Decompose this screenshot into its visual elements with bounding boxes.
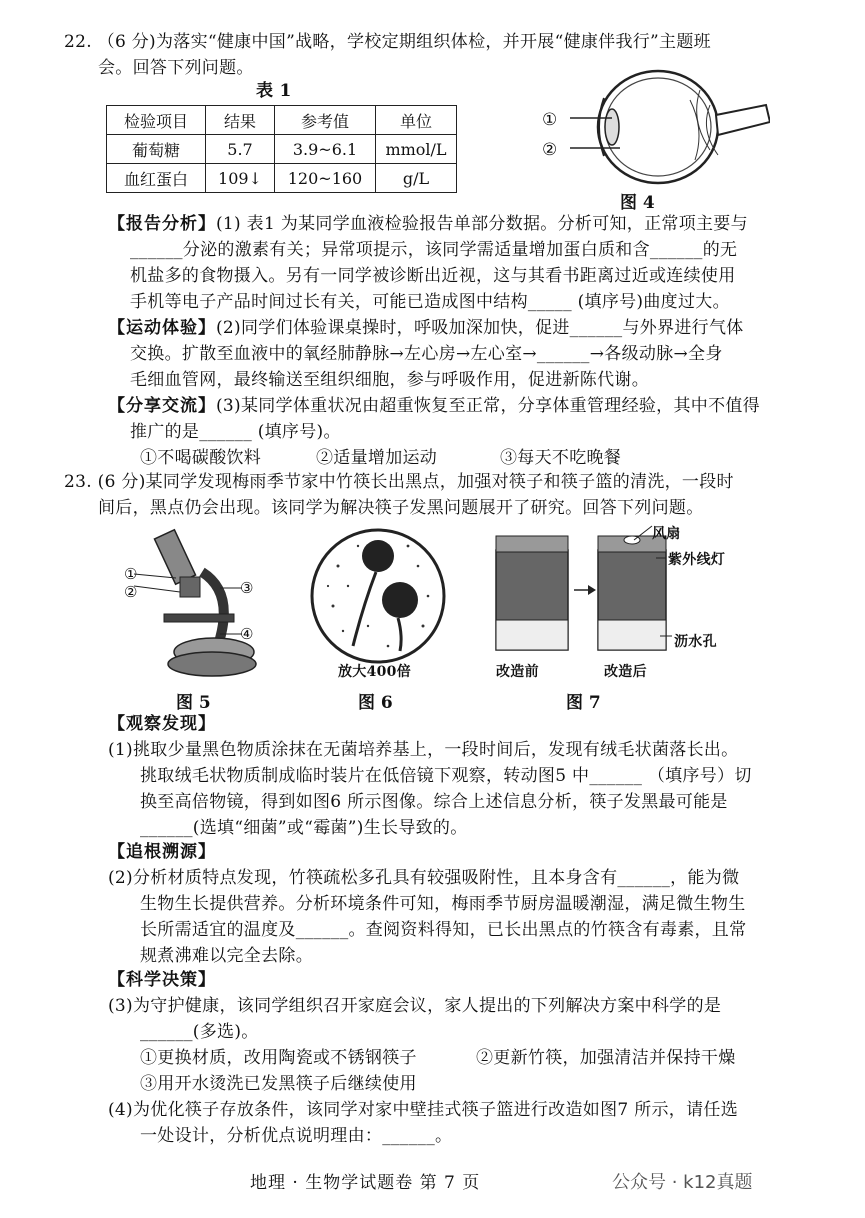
share-line-1: (3)某同学体重状况由超重恢复至正常，分享体重管理经验，其中不值得 <box>216 396 760 416</box>
q23-line-1: 23. (6 分)某同学发现梅雨季节家中竹筷长出黑点，加强对筷子和筷子篮的清洗，一段时 <box>64 472 734 492</box>
table-cell: 109↓ <box>206 164 275 193</box>
decision-line-1: (3)为守护健康，该同学组织召开家庭会议，家人提出的下列解决方案中科学的是 <box>108 996 722 1016</box>
mold-microscope-view <box>308 526 448 666</box>
table-header-cell: 检验项目 <box>107 106 206 135</box>
trace-tag: 【追根溯源】 <box>108 842 216 862</box>
page-footer: 地理 · 生物学试题卷 第 7 页 <box>250 1173 481 1193</box>
fig7-caption: 图 7 <box>566 693 601 713</box>
trace-line-4: 规煮沸难以完全去除。 <box>140 946 313 966</box>
trace-line-3: 长所需适宜的温度及______。查阅资料得知，已长出黑点的竹筷含有毒素，且常 <box>140 920 747 940</box>
optimize-line-2: 一处设计，分析优点说明理由：______。 <box>140 1126 453 1146</box>
q22-line-1: 22. （6 分)为落实“健康中国”战略，学校定期组织体检，并开展“健康伴我行”主题班 <box>64 32 711 52</box>
fig5-label-4: ④ <box>240 625 254 643</box>
observe-line-1: (1)挑取少量黑色物质涂抹在无菌培养基上，一段时间后，发现有绒毛状菌落长出。 <box>108 740 739 760</box>
observe-line-3: 换至高倍物镜，得到如图6 所示图像。综合上述信息分析，筷子发黑最可能是 <box>140 792 728 812</box>
q22-option-1: ①不喝碳酸饮料 <box>140 448 262 468</box>
fig7-uv-label: 紫外线灯 <box>668 552 726 568</box>
q23-option-1: ①更换材质，改用陶瓷或不锈钢筷子 <box>140 1048 417 1068</box>
table-cell: g/L <box>376 164 457 193</box>
sport-line-1: (2)同学们体验课桌操时，呼吸加深加快，促进______与外界进行气体 <box>216 318 744 338</box>
table-header-cell: 结果 <box>206 106 275 135</box>
table-row <box>107 135 457 164</box>
decision-line-2: ______(多选)。 <box>140 1022 259 1042</box>
share-line-2: 推广的是______ (填序号)。 <box>130 422 341 442</box>
q22-line-2: 会。回答下列问题。 <box>98 58 254 78</box>
report-line-3: 机盐多的食物摄入。另有一同学被诊断出近视，这与其看书距离过近或连续使用 <box>130 266 736 286</box>
table-row <box>107 164 457 193</box>
fig4-label-2: ② <box>542 140 558 160</box>
observe-line-2: 挑取绒毛状物质制成临时装片在低倍镜下观察，转动图5 中______ （填序号）切 <box>140 766 752 786</box>
table-1-caption: 表 1 <box>256 81 292 101</box>
table-cell: 120~160 <box>275 164 376 193</box>
table-cell: 5.7 <box>206 135 275 164</box>
report-line-4: 手机等电子产品时间过长有关，可能已造成图中结构_____ (填序号)曲度过大。 <box>130 292 730 312</box>
table-cell: 血红蛋白 <box>107 164 206 193</box>
fig7-fan-label: 风扇 <box>652 526 681 542</box>
fig7-after-label: 改造后 <box>604 664 647 680</box>
table-header-cell: 单位 <box>376 106 457 135</box>
optimize-line-1: (4)为优化筷子存放条件，该同学对家中壁挂式筷子篮进行改造如图7 所示，请任选 <box>108 1100 738 1120</box>
fig5-label-2: ② <box>124 583 138 601</box>
report-line-2: ______分泌的激素有关；异常项提示，该同学需适量增加蛋白质和含______的无 <box>130 240 738 260</box>
watermark: 公众号 · k12真题 <box>612 1172 753 1193</box>
fig5-label-3: ③ <box>240 579 254 597</box>
sport-line-2: 交换。扩散至血液中的氧经肺静脉→左心房→左心室→______→各级动脉→全身 <box>130 344 723 364</box>
fig6-caption: 图 6 <box>358 693 393 713</box>
share-tag: 【分享交流】 <box>108 396 216 416</box>
fig4-caption: 图 4 <box>620 193 655 213</box>
fig6-magnification-label: 放大400倍 <box>338 664 412 680</box>
trace-line-1: (2)分析材质特点发现，竹筷疏松多孔具有较强吸附性，且本身含有______，能为微 <box>108 868 740 888</box>
sport-line-3: 毛细血管网，最终输送至组织细胞，参与呼吸作用，促进新陈代谢。 <box>130 370 649 390</box>
table-cell: 葡萄糖 <box>107 135 206 164</box>
q23-option-2: ②更新竹筷，加强清洁并保持干燥 <box>476 1048 736 1068</box>
table-cell: mmol/L <box>376 135 457 164</box>
fig7-before-label: 改造前 <box>496 664 539 680</box>
fig5-caption: 图 5 <box>176 693 211 713</box>
blood-test-table <box>106 105 457 193</box>
observe-tag: 【观察发现】 <box>108 714 216 734</box>
report-tag: 【报告分析】 <box>108 214 216 234</box>
table-cell: 3.9~6.1 <box>275 135 376 164</box>
table-header-cell: 参考值 <box>275 106 376 135</box>
sport-tag: 【运动体验】 <box>108 318 216 338</box>
fig5-label-1: ① <box>124 565 138 583</box>
q22-option-3: ③每天不吃晚餐 <box>500 448 622 468</box>
decision-tag: 【科学决策】 <box>108 970 216 990</box>
q22-option-2: ②适量增加运动 <box>316 448 438 468</box>
eye-diagram <box>540 60 770 190</box>
fig4-label-1: ① <box>542 110 558 130</box>
microscope-diagram <box>124 522 264 682</box>
q23-line-2: 间后，黑点仍会出现。该同学为解决筷子发黑问题展开了研究。回答下列问题。 <box>98 498 704 518</box>
q23-option-3: ③用开水烫洗已发黑筷子后继续使用 <box>140 1074 417 1094</box>
report-line-1: (1) 表1 为某同学血液检验报告单部分数据。分析可知，正常项主要与 <box>216 214 748 234</box>
trace-line-2: 生物生长提供营养。分析环境条件可知，梅雨季节厨房温暖潮湿，满足微生物生 <box>140 894 746 914</box>
fig7-drain-label: 沥水孔 <box>674 634 717 650</box>
table-header-row <box>107 106 457 135</box>
observe-line-4: ______(选填“细菌”或“霉菌”)生长导致的。 <box>140 818 468 838</box>
